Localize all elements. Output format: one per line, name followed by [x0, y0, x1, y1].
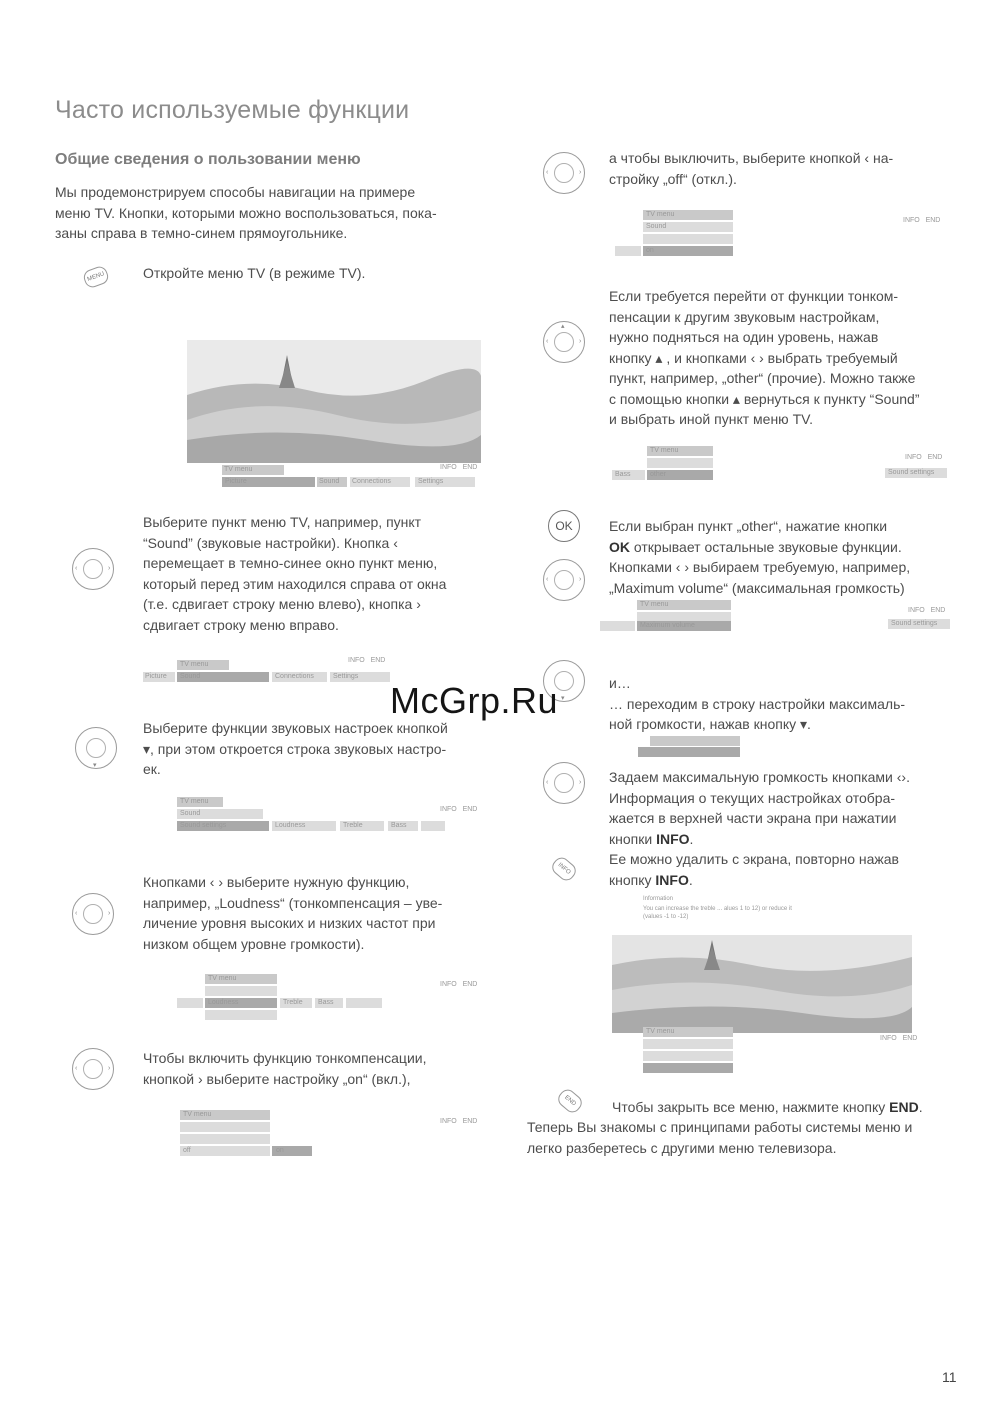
section-subtitle: Общие сведения о пользовании меню — [55, 151, 361, 168]
osd-picture-label: Picture — [145, 673, 167, 680]
osd-sound-bar — [643, 1039, 733, 1049]
step5-text — [143, 1048, 426, 1089]
osd-settings-label: Settings — [333, 673, 359, 680]
page-number: 11 — [942, 1369, 957, 1385]
info-label: INFO — [440, 981, 457, 988]
step-line: и выбрать иной пункт меню TV. — [609, 411, 814, 427]
osd-title: TV menu — [646, 211, 675, 218]
step10-pre: кнопки — [609, 830, 657, 847]
step-line: Теперь Вы знакомы с принципами работы системы меню и — [527, 1119, 913, 1135]
nav-pad-down-icon: ▾ — [75, 727, 117, 769]
nav-pad-icon: ‹ › — [543, 762, 585, 804]
step-line: например, „Loudness“ (тонкомпенсация – уве- — [143, 894, 443, 911]
osd-title: TV menu — [180, 661, 209, 668]
step-line: Информация о текущих настройках отобра- — [609, 789, 896, 806]
osd-title: TV menu — [208, 975, 237, 982]
outro-text — [527, 1117, 912, 1158]
osd-sound-settings-label: Sound settings — [180, 822, 227, 829]
step-line — [609, 516, 910, 537]
osd-prev-bar — [177, 998, 203, 1008]
step-line: ▾, при этом откроется строка звуковых настро- — [143, 740, 447, 757]
osd-title: TV menu — [640, 601, 669, 608]
osd-maximum-volume-label: Maximum volume — [640, 622, 695, 629]
step7-text — [609, 286, 919, 430]
info-label: INFO — [348, 657, 365, 664]
nav-pad-icon: ‹ › — [72, 548, 114, 590]
info-key-label: INFO — [656, 830, 690, 847]
osd-sound-label: Sound — [180, 673, 201, 680]
end-label: END — [927, 454, 943, 461]
osd-info-end — [908, 606, 945, 616]
osd-sound-label: Sound — [319, 478, 340, 485]
step-line: Чтобы включить функцию тонкомпенсации, — [143, 1050, 427, 1066]
step-line: (т.е. сдвигает строку меню влево), кнопка › — [143, 596, 421, 612]
step-line: сдвигает строку меню вправо. — [143, 616, 339, 633]
osd-other-label: other — [650, 471, 666, 478]
end-step-text — [612, 1097, 923, 1118]
osd-treble-label: Treble — [283, 999, 303, 1006]
step-line: перемещает в темно-синее окно пункт меню, — [143, 555, 438, 571]
step-line: а чтобы выключить, выберите кнопкой ‹ на- — [609, 150, 894, 166]
nav-pad-icon: ‹ › — [543, 559, 585, 601]
step-line: Откройте меню TV (в режиме TV). — [143, 265, 366, 281]
info-label: INFO — [440, 806, 457, 813]
info-overlay-title: Information — [643, 896, 674, 902]
osd-value-bar — [205, 1010, 277, 1020]
intro-line: заны справа в темно-синем прямоугольнике. — [55, 225, 348, 241]
ok-button-icon: OK — [548, 510, 580, 542]
osd-info-end — [348, 656, 385, 666]
end-pre: Чтобы закрыть все меню, нажмите кнопку — [612, 1099, 890, 1115]
end-label: END — [370, 657, 386, 664]
osd-info-end — [440, 805, 477, 815]
step2-text — [143, 512, 446, 635]
step8-pre: Если выбран пункт „other“, нажатие кнопки — [609, 518, 888, 534]
osd-more-bar — [346, 998, 382, 1008]
nav-pad-icon: ‹ › — [72, 893, 114, 935]
osd-sound-bar — [180, 1122, 270, 1132]
end-button-icon: END — [555, 1086, 585, 1115]
osd-title: TV menu — [180, 798, 209, 805]
tv-landscape-image — [612, 935, 912, 1033]
osd-loudness-bar — [180, 1134, 270, 1144]
step10c-tail: . — [688, 871, 693, 888]
step1-text — [143, 263, 365, 284]
step-line: низком общем уровне громкости). — [143, 935, 365, 952]
osd-other-bar — [643, 1051, 733, 1061]
osd-prev-bar — [600, 621, 635, 631]
step6-text — [609, 148, 893, 189]
osd-title: TV menu — [183, 1111, 212, 1118]
osd-maximum-volume-bar — [650, 736, 740, 746]
end-label: END — [462, 464, 478, 471]
info-overlay-text: (values -1 to -12) — [643, 914, 689, 920]
step-line — [609, 537, 910, 558]
end-label: END — [902, 1035, 918, 1042]
info-key-label: INFO — [655, 871, 689, 888]
intro-line: Мы продемонстрируем способы навигации на примере — [55, 184, 416, 200]
step-line: и… — [609, 675, 631, 691]
step-line: который перед этим находился справа от окна — [143, 575, 447, 592]
step-line: … переходим в строку настройки максималь- — [609, 695, 906, 712]
step-line — [609, 829, 910, 850]
osd-off-bar — [180, 1146, 270, 1156]
end-label: END — [930, 607, 946, 614]
step-line: “Sound” (звуковые настройки). Кнопка ‹ — [143, 534, 398, 551]
nav-pad-icon: ‹ › — [543, 152, 585, 194]
info-overlay-text: You can increase the treble ... alues 1 to 12) or reduce it — [643, 906, 792, 912]
osd-info-end — [440, 980, 477, 990]
osd-off-bar — [615, 246, 641, 256]
step-line: стройку „off“ (откл.). — [609, 170, 737, 187]
end-label: END — [462, 1118, 478, 1125]
osd-sound-label: Sound — [180, 810, 201, 817]
step-line: личение уровня высоких и низких частот при — [143, 915, 436, 931]
step-line: ной громкости, нажав кнопку ▾. — [609, 716, 811, 732]
osd-picture-label: Picture — [225, 478, 247, 485]
step-line: пункт, например, „other“ (прочие). Можно также — [609, 370, 916, 386]
osd-volume-slider-bar — [638, 747, 740, 757]
step-line: Кнопками ‹ › выбираем требуемую, например, — [609, 559, 911, 575]
osd-title: TV menu — [646, 1028, 675, 1035]
end-label: END — [462, 806, 478, 813]
osd-loudness-bar — [643, 234, 733, 244]
info-label: INFO — [903, 217, 920, 224]
page-title: Часто используемые функции — [55, 96, 410, 124]
nav-pad-icon: ‹ › — [72, 1048, 114, 1090]
step8-text — [609, 516, 910, 598]
step-line: с помощью кнопки ▴ вернуться к пункту “Sound” — [609, 390, 920, 407]
osd-info-end — [440, 463, 477, 473]
intro-line: меню TV. Кнопки, которыми можно воспользоваться, пока- — [55, 204, 437, 221]
step9-text — [609, 673, 905, 735]
step-line: Ее можно удалить с экрана, повторно нажав — [609, 851, 899, 867]
info-label: INFO — [908, 607, 925, 614]
step-line: нужно подняться на один уровень, нажав — [609, 329, 879, 345]
osd-bass-label: Bass — [615, 471, 631, 478]
osd-info-end — [903, 216, 940, 226]
step10-tail: . — [689, 830, 694, 847]
osd-connections-label: Connections — [352, 478, 391, 485]
osd-treble-label: Treble — [343, 822, 363, 829]
osd-bass-label: Bass — [318, 999, 334, 1006]
step-line: Выберите пункт меню TV, например, пункт — [143, 514, 422, 530]
end-tail: . — [918, 1099, 923, 1115]
osd-on-bar — [643, 246, 733, 256]
osd-sound-label: Sound — [646, 223, 667, 230]
step-line: жается в верхней части экрана при нажатии — [609, 810, 897, 826]
menu-button-icon: MENU — [82, 264, 111, 289]
info-label: INFO — [880, 1035, 897, 1042]
step10-text — [609, 767, 910, 890]
osd-title: TV menu — [224, 466, 253, 473]
step-line: легко разберетесь с другими меню телевизора. — [527, 1139, 837, 1156]
step-line: Кнопками ‹ › выберите нужную функцию, — [143, 874, 410, 890]
step10c-pre: кнопку — [609, 871, 656, 888]
tv-landscape-image — [187, 340, 481, 463]
step-line: кнопкой › выберите настройку „on“ (вкл.), — [143, 1070, 411, 1087]
nav-pad-down-icon: ▾ — [543, 660, 585, 702]
osd-on-label: on — [276, 1147, 284, 1154]
osd-title: TV menu — [650, 447, 679, 454]
osd-loudness-label: Loudness — [275, 822, 306, 829]
osd-info-end — [905, 453, 942, 463]
landscape-illustration — [187, 340, 481, 463]
osd-sound-bar — [647, 458, 713, 468]
osd-sound-settings-label: Sound settings — [891, 620, 938, 627]
osd-info-end — [440, 1117, 477, 1127]
step-line: Если требуется перейти от функции тонком- — [609, 288, 899, 304]
osd-sound-settings-label: Sound settings — [888, 469, 935, 476]
step-line: Задаем максимальную громкость кнопками ‹›. — [609, 769, 910, 785]
step4-text — [143, 872, 442, 954]
osd-off-label: off — [183, 1147, 191, 1154]
info-label: INFO — [440, 464, 457, 471]
osd-on-label: on — [646, 247, 654, 254]
end-label: END — [462, 981, 478, 988]
osd-loudness-label: Loudness — [208, 999, 239, 1006]
info-label: INFO — [905, 454, 922, 461]
info-label: INFO — [440, 1118, 457, 1125]
step-line: кнопку ▴ , и кнопками ‹ › выбрать требуемый — [609, 349, 898, 366]
osd-settings-label: Settings — [418, 478, 444, 485]
step-line — [609, 870, 910, 891]
info-button-icon: INFO — [549, 854, 579, 883]
nav-pad-up-icon: ▴ ‹ › — [543, 321, 585, 363]
intro-paragraph — [55, 182, 495, 244]
step-line: ек. — [143, 761, 161, 777]
osd-connections-label: Connections — [275, 673, 314, 680]
osd-info-end — [880, 1034, 917, 1044]
step-line: Выберите функции звуковых настроек кнопкой — [143, 720, 448, 736]
osd-sound-bar — [205, 986, 277, 996]
osd-more-bar — [421, 821, 445, 831]
end-label: END — [925, 217, 941, 224]
step-line: пенсации к другим звуковым настройкам, — [609, 308, 880, 325]
osd-maximum-volume-bar — [643, 1063, 733, 1073]
end-key-label: END — [889, 1099, 919, 1115]
watermark: McGrp.Ru — [390, 680, 559, 721]
ok-key-label: OK — [609, 538, 630, 555]
step8-rest: открывает остальные звуковые функции. — [630, 538, 902, 555]
osd-bass-label: Bass — [391, 822, 407, 829]
step3-text — [143, 718, 448, 780]
step-line: „Maximum volume“ (максимальная громкость) — [609, 579, 905, 596]
landscape-illustration — [612, 935, 912, 1033]
